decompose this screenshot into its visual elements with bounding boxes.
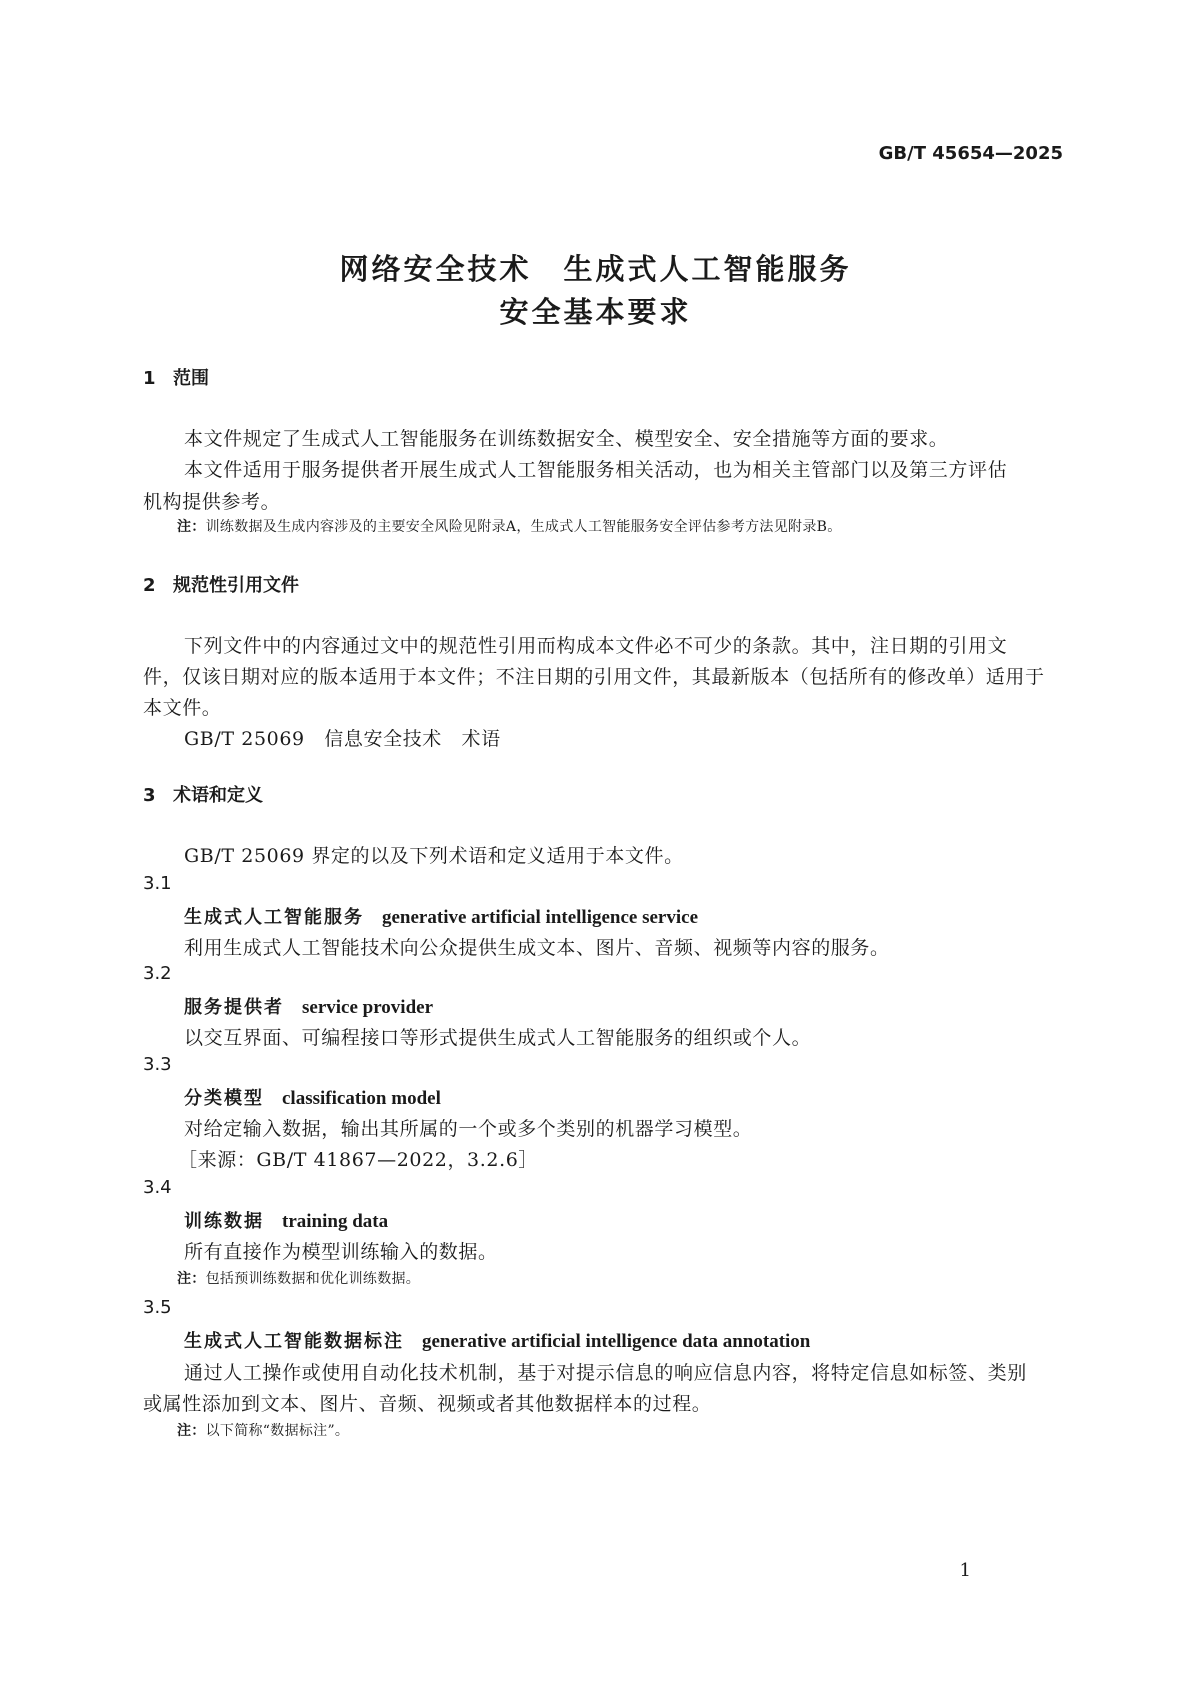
note-label: 注： — [177, 1423, 206, 1439]
section-1-para2-line2: 机构提供参考。 — [143, 491, 281, 513]
section-number: 1 — [143, 368, 156, 389]
section-3-intro: GB/T 25069 界定的以及下列术语和定义适用于本文件。 — [184, 845, 684, 867]
term-en: service provider — [302, 997, 434, 1018]
section-number: 2 — [143, 575, 156, 596]
term-heading — [184, 903, 698, 929]
term-note — [177, 1268, 420, 1288]
standard-code: GB/T 45654—2025 — [878, 143, 1063, 164]
note-label: 注： — [177, 519, 206, 535]
term-heading — [184, 1084, 441, 1110]
term-heading — [184, 993, 433, 1019]
document-title-line2: 安全基本要求 — [499, 295, 692, 329]
section-2-para-line1: 下列文件中的内容通过文中的规范性引用而构成本文件必不可少的条款。其中，注日期的引用文 — [184, 635, 1008, 657]
normative-reference: GB/T 25069 信息安全技术 术语 — [184, 728, 501, 750]
note-text: 以下简称“数据标注”。 — [205, 1423, 350, 1439]
term-en: classification model — [282, 1088, 441, 1109]
section-1-para2-line1: 本文件适用于服务提供者开展生成式人工智能服务相关活动，也为相关主管部门以及第三方评估 — [184, 459, 1008, 481]
page-number: 1 — [959, 1560, 971, 1581]
term-definition: 以交互界面、可编程接口等形式提供生成式人工智能服务的组织或个人。 — [184, 1027, 812, 1049]
term-en: training data — [282, 1211, 389, 1232]
term-definition-line1: 通过人工操作或使用自动化技术机制，基于对提示信息的响应信息内容，将特定信息如标签、类别 — [184, 1362, 1027, 1384]
term-heading — [184, 1327, 810, 1353]
term-definition: 所有直接作为模型训练输入的数据。 — [184, 1241, 498, 1263]
term-en: generative artificial intelligence data annotation — [422, 1331, 811, 1352]
section-2-heading — [143, 571, 299, 597]
section-1-heading — [143, 364, 209, 390]
term-number: 3.4 — [143, 1177, 172, 1198]
term-number: 3.1 — [143, 873, 172, 894]
section-number: 3 — [143, 785, 156, 806]
section-title: 术语和定义 — [173, 785, 263, 806]
term-zh: 生成式人工智能服务 — [184, 907, 364, 928]
term-zh: 训练数据 — [184, 1211, 264, 1232]
term-definition: 利用生成式人工智能技术向公众提供生成文本、图片、音频、视频等内容的服务。 — [184, 937, 890, 959]
section-1-note — [177, 516, 842, 536]
term-definition: 对给定输入数据，输出其所属的一个或多个类别的机器学习模型。 — [184, 1118, 753, 1140]
term-en: generative artificial intelligence service — [382, 907, 699, 928]
section-2-para-line3: 本文件。 — [143, 697, 222, 719]
term-definition-line2: 或属性添加到文本、图片、音频、视频或者其他数据样本的过程。 — [143, 1393, 712, 1415]
term-zh: 分类模型 — [184, 1088, 264, 1109]
term-zh: 服务提供者 — [184, 997, 284, 1018]
section-3-heading — [143, 781, 263, 807]
term-number: 3.2 — [143, 963, 172, 984]
note-text: 训练数据及生成内容涉及的主要安全风险见附录A，生成式人工智能服务安全评估参考方法见附录B。 — [205, 519, 842, 535]
section-title: 规范性引用文件 — [173, 575, 299, 596]
term-zh: 生成式人工智能数据标注 — [184, 1331, 404, 1352]
document-title-line1: 网络安全技术 生成式人工智能服务 — [339, 252, 852, 286]
term-heading — [184, 1207, 388, 1233]
section-title: 范围 — [173, 368, 209, 389]
section-2-para-line2: 件，仅该日期对应的版本适用于本文件；不注日期的引用文件，其最新版本（包括所有的修改单）适用于 — [143, 666, 1045, 688]
term-source: ［来源：GB/T 41867—2022，3.2.6］ — [178, 1149, 538, 1171]
term-note — [177, 1420, 349, 1440]
note-label: 注： — [177, 1271, 206, 1287]
term-number: 3.3 — [143, 1054, 172, 1075]
note-text: 包括预训练数据和优化训练数据。 — [205, 1271, 421, 1287]
term-number: 3.5 — [143, 1297, 172, 1318]
section-1-para1: 本文件规定了生成式人工智能服务在训练数据安全、模型安全、安全措施等方面的要求。 — [184, 428, 949, 450]
